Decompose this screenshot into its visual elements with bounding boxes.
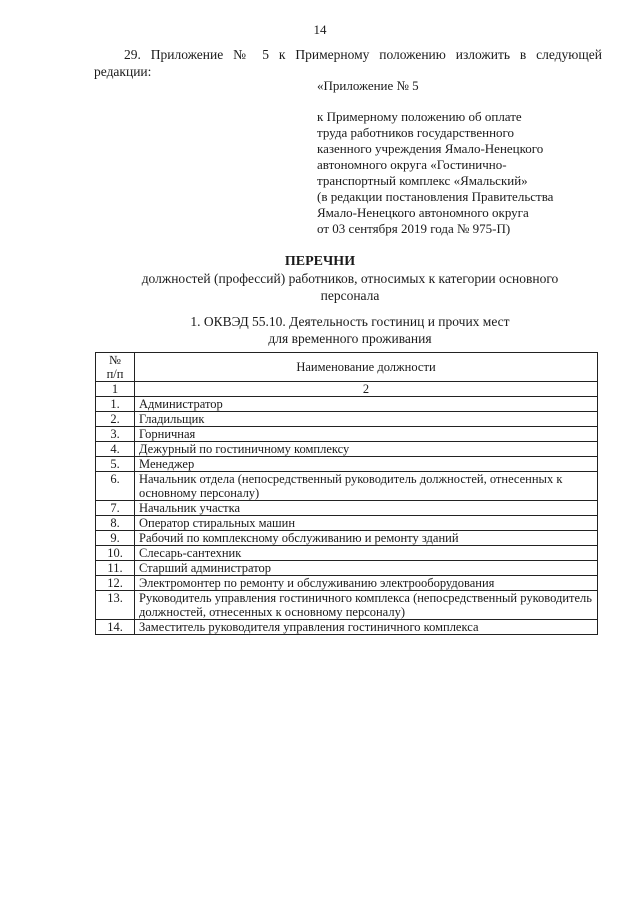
clause-line-2: редакции: <box>94 64 152 79</box>
table-row <box>96 427 598 442</box>
table-row <box>96 501 598 516</box>
position-name: Старший администратор <box>135 561 598 576</box>
position-name: Заместитель руководителя управления гостиничного комплекса <box>135 620 598 635</box>
page-number: 14 <box>313 22 327 37</box>
row-number: 4. <box>96 442 135 457</box>
appendix-line: от 03 сентября 2019 года № 975-П) <box>317 221 511 236</box>
column-numbers-row <box>96 382 598 397</box>
appendix-block <box>317 78 617 237</box>
position-name: Электромонтер по ремонту и обслуживанию электрооборудования <box>135 576 598 591</box>
table-row <box>96 531 598 546</box>
header-number-line-2: п/п <box>106 367 124 381</box>
row-number: 9. <box>96 531 135 546</box>
header-number-line-1: № <box>109 353 121 367</box>
list-subtitle-line-2: персонала <box>320 288 380 303</box>
row-number: 7. <box>96 501 135 516</box>
row-number: 1. <box>96 397 135 412</box>
appendix-line: казенного учреждения Ямало-Ненецкого <box>317 141 544 156</box>
section-title <box>120 313 580 347</box>
appendix-line: труда работников государственного <box>317 125 515 140</box>
table-header-row <box>96 353 598 382</box>
positions-table <box>95 352 598 635</box>
table-row <box>96 546 598 561</box>
row-number: 12. <box>96 576 135 591</box>
column-number-1: 1 <box>96 382 135 397</box>
table-row <box>96 620 598 635</box>
position-name: Слесарь-сантехник <box>135 546 598 561</box>
position-name: Гладильщик <box>135 412 598 427</box>
amendment-clause <box>94 46 602 80</box>
table-row <box>96 397 598 412</box>
appendix-line: (в редакции постановления Правительства <box>317 189 554 204</box>
table-body <box>96 397 598 635</box>
appendix-line: к Примерному положению об оплате <box>317 109 522 124</box>
position-name: Горничная <box>135 427 598 442</box>
header-number <box>96 353 135 382</box>
row-number: 2. <box>96 412 135 427</box>
list-subtitle-line-1: должностей (профессий) работников, относимых к категории основного <box>141 271 559 286</box>
row-number: 5. <box>96 457 135 472</box>
row-number: 6. <box>96 472 135 501</box>
table-row <box>96 561 598 576</box>
list-subtitle <box>100 270 600 304</box>
row-number: 13. <box>96 591 135 620</box>
clause-line-1: 29. Приложение № 5 к Примерному положению изложить в следующей <box>124 47 602 62</box>
table-row <box>96 412 598 427</box>
section-title-line-2: для временного проживания <box>268 331 432 346</box>
row-number: 14. <box>96 620 135 635</box>
appendix-line: транспортный комплекс «Ямальский» <box>317 173 528 188</box>
position-name: Руководитель управления гостиничного комплекса (непосредственный руководитель должностей, отнесенных к основному персоналу) <box>135 591 598 620</box>
row-number: 3. <box>96 427 135 442</box>
position-name: Менеджер <box>135 457 598 472</box>
list-title: ПЕРЕЧНИ <box>284 254 356 269</box>
section-title-line-1: 1. ОКВЭД 55.10. Деятельность гостиниц и прочих мест <box>190 314 510 329</box>
position-name: Начальник участка <box>135 501 598 516</box>
position-name: Оператор стиральных машин <box>135 516 598 531</box>
header-position-name: Наименование должности <box>135 353 598 382</box>
position-name: Администратор <box>135 397 598 412</box>
table-row <box>96 457 598 472</box>
row-number: 8. <box>96 516 135 531</box>
table-row <box>96 472 598 501</box>
row-number: 10. <box>96 546 135 561</box>
column-number-2: 2 <box>135 382 598 397</box>
table-row <box>96 576 598 591</box>
table-row <box>96 516 598 531</box>
table-row <box>96 442 598 457</box>
appendix-line: автономного округа «Гостинично- <box>317 157 507 172</box>
position-name: Рабочий по комплексному обслуживанию и ремонту зданий <box>135 531 598 546</box>
position-name: Начальник отдела (непосредственный руководитель должностей, отнесенных к основному персоналу) <box>135 472 598 501</box>
position-name: Дежурный по гостиничному комплексу <box>135 442 598 457</box>
appendix-line: Ямало-Ненецкого автономного округа <box>317 205 529 220</box>
row-number: 11. <box>96 561 135 576</box>
table-row <box>96 591 598 620</box>
appendix-heading: «Приложение № 5 <box>317 78 419 93</box>
